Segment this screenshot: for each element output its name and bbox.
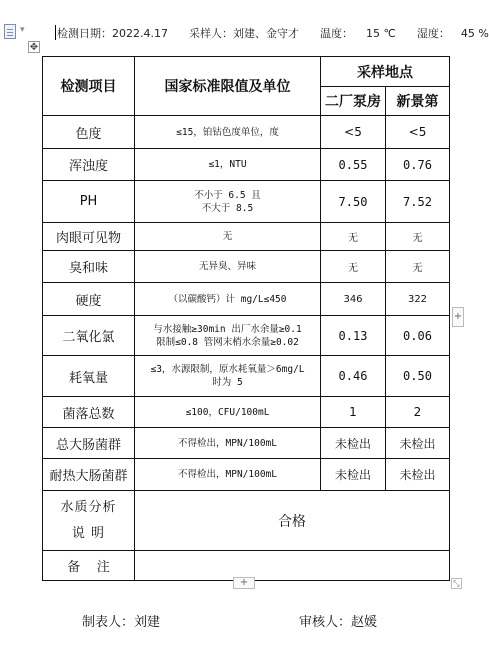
table-row [43,116,450,149]
value-cell: 322 [386,283,450,316]
remarks-cell[interactable] [135,551,450,581]
standard-line: ≤3，水源限制，原水耗氧量＞6mg/L [150,364,305,375]
header-bar [0,22,489,44]
add-column-plus-icon[interactable]: + [452,307,464,327]
value-cell: 1 [321,397,386,428]
table-move-icon[interactable]: ✥ [29,42,39,53]
reviewer-label: 审核人：赵媛 [299,615,378,630]
value-cell: <5 [386,116,450,149]
document-icon[interactable] [4,24,16,39]
table-resize-icon[interactable]: ⤡ [451,578,462,589]
standard-cell: ≤1，NTU [135,149,321,181]
value-cell: 2 [386,397,450,428]
text-cursor [55,25,56,40]
standard-line: 不小于 6.5 且 [194,189,261,201]
analysis-label [43,491,135,551]
standard-line: 不大于 8.5 [201,202,254,214]
table-row [43,459,450,491]
header-standard: 国家标准限值及单位 [135,57,321,116]
table-row [43,251,450,283]
item-cell: 耗氧量 [43,356,135,397]
chevron-down-icon[interactable]: ▾ [20,25,25,35]
item-cell: 色度 [43,116,135,149]
preparer-label: 制表人：刘建 [82,615,161,630]
standard-cell [135,181,321,223]
standard-cell [135,356,321,397]
header-item: 检测项目 [43,57,135,116]
value-cell: 无 [386,251,450,283]
table-row [43,149,450,181]
value-cell: 未检出 [386,428,450,459]
header-location-1: 二厂泵房 [321,87,386,116]
table-row [43,223,450,251]
table-row [43,316,450,356]
value-cell: 0.76 [386,149,450,181]
value-cell: 0.46 [321,356,386,397]
standard-line: 限制≤0.8 管网末梢水余量≥0.02 [156,336,299,348]
header-info [57,25,489,41]
water-quality-table [42,56,450,581]
standard-cell: 不得检出，MPN/100mL [135,428,321,459]
value-cell: <5 [321,116,386,149]
value-cell: 0.06 [386,316,450,356]
value-cell: 无 [321,223,386,251]
standard-line: 时为 5 [212,377,243,388]
item-cell: 总大肠菌群 [43,428,135,459]
value-cell: 0.13 [321,316,386,356]
table-row [43,181,450,223]
conclusion-cell: 合格 [135,491,450,551]
item-cell: 硬度 [43,283,135,316]
value-cell: 未检出 [321,459,386,491]
sampler: 采样人：刘建、金守才 [188,27,299,40]
table-row [43,356,450,397]
analysis-row [43,491,450,551]
item-cell: 菌落总数 [43,397,135,428]
standard-cell: ≤15，铂钴色度单位，度 [135,116,321,149]
item-cell: PH [43,181,135,223]
analysis-line: 说 明 [71,525,106,541]
header-location: 采样地点 [321,57,450,87]
item-cell: 二氧化氯 [43,316,135,356]
value-cell: 0.50 [386,356,450,397]
temperature-label: 温度： [319,27,353,40]
value-cell: 7.50 [321,181,386,223]
value-cell: 无 [321,251,386,283]
standard-cell: 无异臭、异味 [135,251,321,283]
item-cell: 肉眼可见物 [43,223,135,251]
header-location-2: 新景第 [386,87,450,116]
table-row [43,428,450,459]
standard-line: 与水接触≥30min 出厂水余量≥0.1 [153,323,302,335]
standard-cell: （以碳酸钙）计 mg/L≤450 [135,283,321,316]
value-cell: 未检出 [386,459,450,491]
inspection-date: 检测日期：2022.4.17 [57,27,168,40]
add-row-plus-icon[interactable]: + [233,577,255,589]
humidity-value: 45 % [460,27,489,40]
value-cell: 7.52 [386,181,450,223]
remarks-row [43,551,450,581]
remarks-label: 备 注 [43,551,135,581]
temperature-value: 15 ℃ [365,27,396,40]
item-cell: 耐热大肠菌群 [43,459,135,491]
standard-cell: 无 [135,223,321,251]
standard-cell [135,316,321,356]
item-cell: 浑浊度 [43,149,135,181]
value-cell: 0.55 [321,149,386,181]
analysis-line: 水质分析 [60,499,117,515]
humidity-label: 湿度： [416,27,450,40]
item-cell: 臭和味 [43,251,135,283]
table-row [43,397,450,428]
table-row [43,283,450,316]
value-cell: 未检出 [321,428,386,459]
standard-cell: ≤100，CFU/100mL [135,397,321,428]
value-cell: 无 [386,223,450,251]
standard-cell: 不得检出，MPN/100mL [135,459,321,491]
value-cell: 346 [321,283,386,316]
